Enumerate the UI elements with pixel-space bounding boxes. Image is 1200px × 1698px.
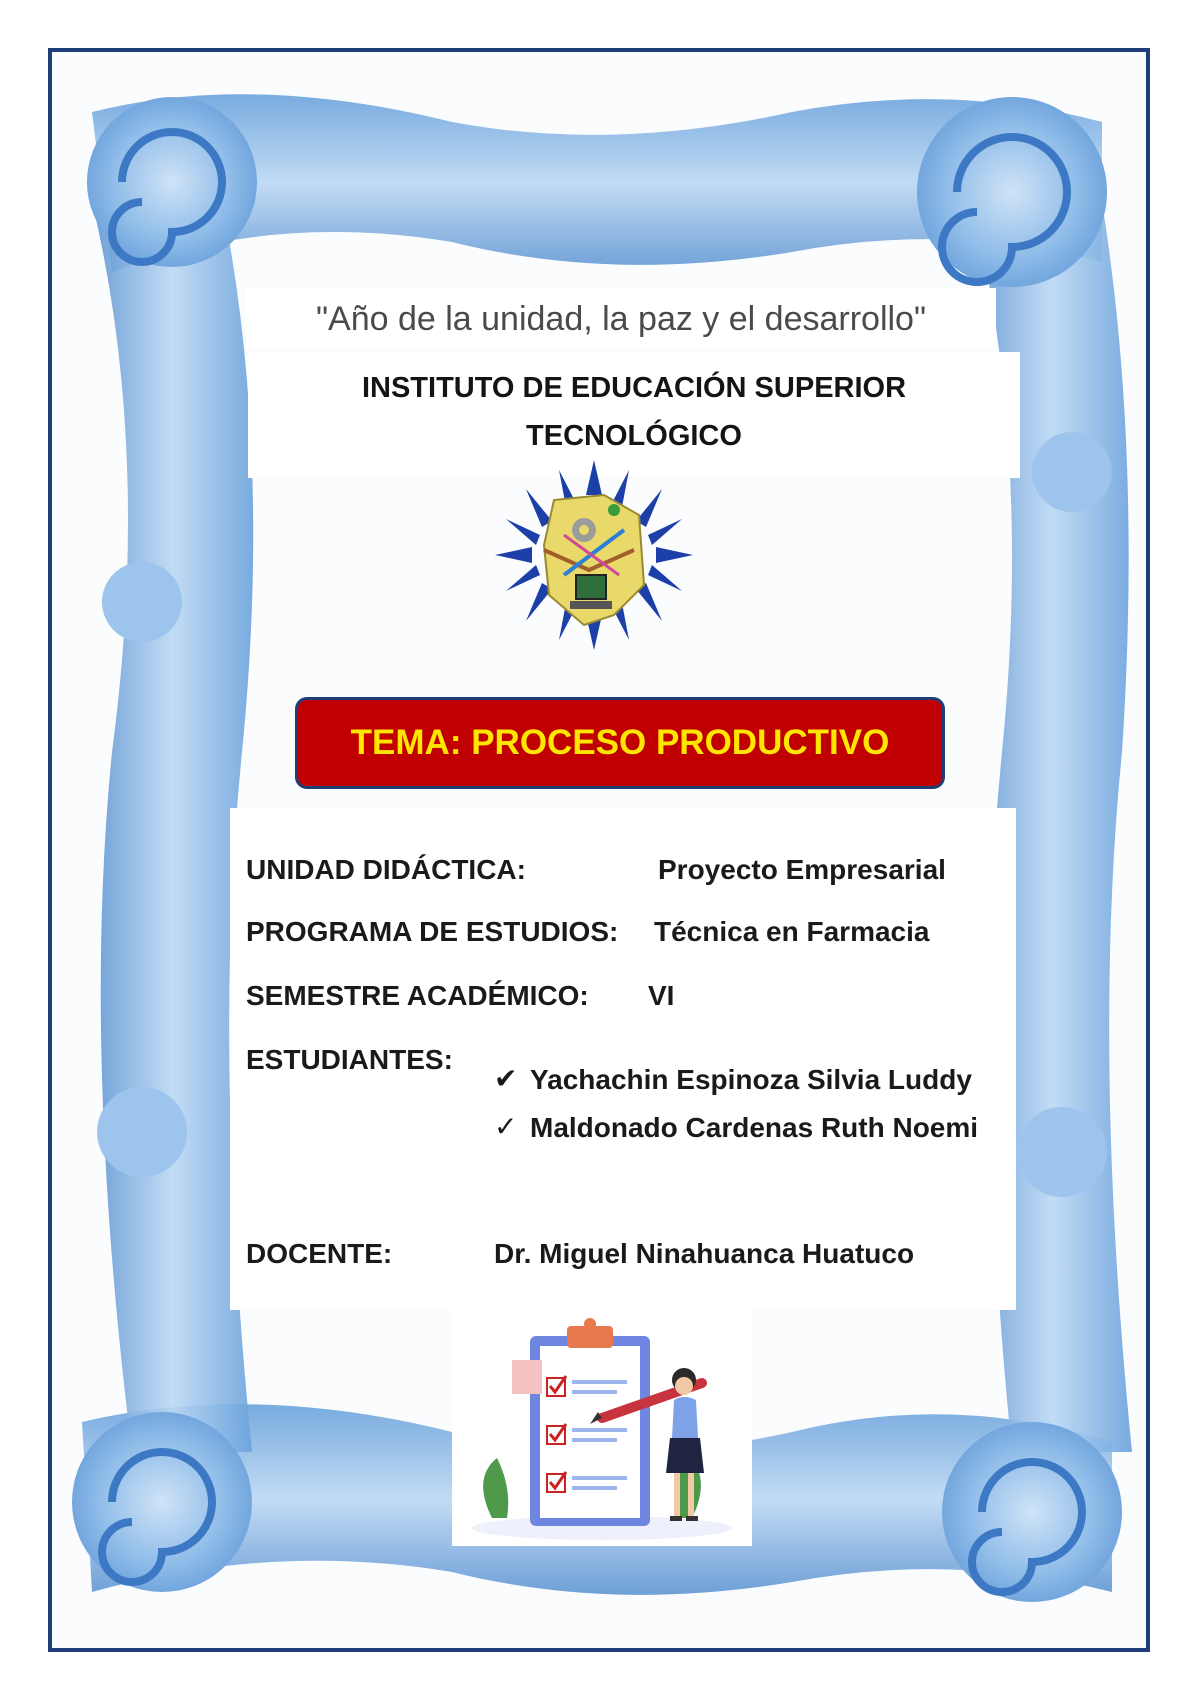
institute-logo-icon	[495, 460, 693, 650]
student-name: Maldonado Cardenas Ruth Noemi	[530, 1112, 979, 1143]
semester-label: SEMESTRE ACADÉMICO:	[246, 980, 589, 1011]
program-value: Técnica en Farmacia	[654, 916, 930, 947]
course-info-box	[230, 808, 1016, 1310]
check-icon: ✓	[494, 1110, 518, 1143]
semester-value: VI	[648, 980, 675, 1011]
checklist-illustration	[452, 1308, 752, 1546]
motto-box	[246, 288, 996, 350]
teacher-label: DOCENTE:	[246, 1238, 393, 1269]
institute-name-line-2: TECNOLÓGICO	[526, 420, 742, 452]
teacher-value: Dr. Miguel Ninahuanca Huatuco	[494, 1238, 915, 1269]
unit-label: UNIDAD DIDÁCTICA:	[246, 854, 526, 885]
topic-banner	[295, 697, 945, 789]
check-icon: ✔	[494, 1062, 518, 1095]
student-name: Yachachin Espinoza Silvia Luddy	[530, 1064, 972, 1095]
unit-value: Proyecto Empresarial	[658, 854, 946, 885]
program-label: PROGRAMA DE ESTUDIOS:	[246, 916, 619, 947]
topic-title: TEMA: PROCESO PRODUCTIVO	[350, 723, 890, 762]
institute-name-line-1: INSTITUTO DE EDUCACIÓN SUPERIOR	[361, 372, 907, 404]
motto-text: "Año de la unidad, la paz y el desarrollo"	[315, 299, 927, 338]
students-label: ESTUDIANTES:	[246, 1044, 453, 1075]
